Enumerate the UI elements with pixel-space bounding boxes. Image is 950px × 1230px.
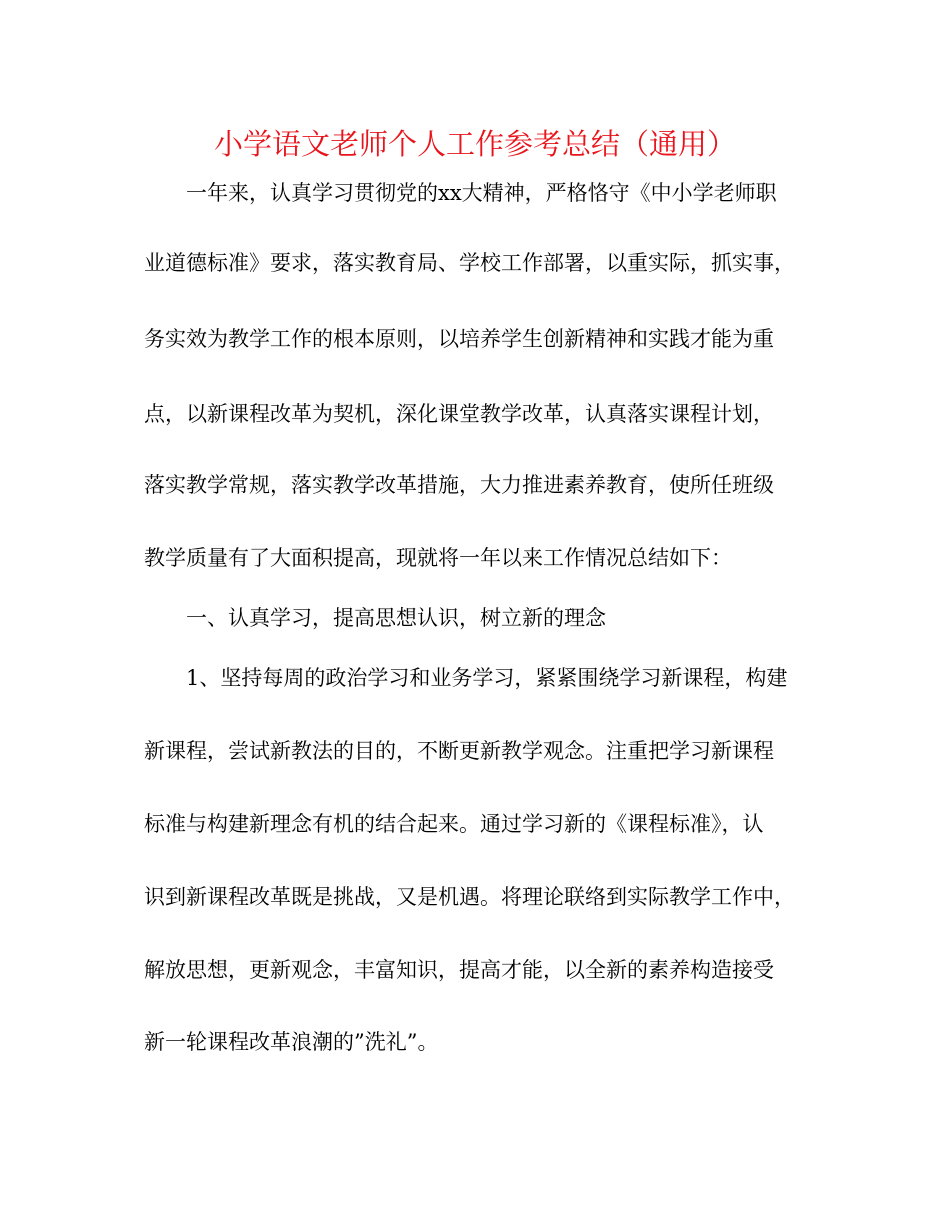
paragraph-line: 点，以新课程改革为契机，深化课堂教学改革，认真落实课程计划，	[144, 402, 774, 426]
paragraph-line: 标准与构建新理念有机的结合起来。通过学习新的《课程标准》，认	[144, 812, 764, 836]
paragraph-line: 新一轮课程改革浪潮的”洗礼”。	[144, 1030, 439, 1054]
paragraph-line: 业道德标准》要求，落实教育局、学校工作部署，以重实际，抓实事，	[144, 251, 795, 275]
section-heading: 一、认真学习，提高思想认识，树立新的理念	[186, 606, 606, 630]
paragraph-line: 识到新课程改革既是挑战，又是机遇。将理论联络到实际教学工作中，	[144, 885, 795, 909]
paragraph-line: 务实效为教学工作的根本原则，以培养学生创新精神和实践才能为重	[144, 327, 774, 351]
paragraph-line: 解放思想，更新观念，丰富知识，提高才能，以全新的素养构造接受	[144, 958, 774, 982]
paragraph-line: 落实教学常规，落实教学改革措施，大力推进素养教育，使所任班级	[144, 473, 774, 497]
document-title: 小学语文老师个人工作参考总结（通用）	[213, 127, 736, 161]
paragraph-line: 新课程，尝试新教法的目的，不断更新教学观念。注重把学习新课程	[144, 739, 774, 763]
paragraph-line: 教学质量有了大面积提高，现就将一年以来工作情况总结如下：	[144, 546, 732, 570]
paragraph-line: 1、坚持每周的政治学习和业务学习，紧紧围绕学习新课程，构建	[186, 666, 788, 690]
paragraph-line: 一年来，认真学习贯彻党的xx大精神，严格恪守《中小学老师职	[186, 181, 777, 205]
